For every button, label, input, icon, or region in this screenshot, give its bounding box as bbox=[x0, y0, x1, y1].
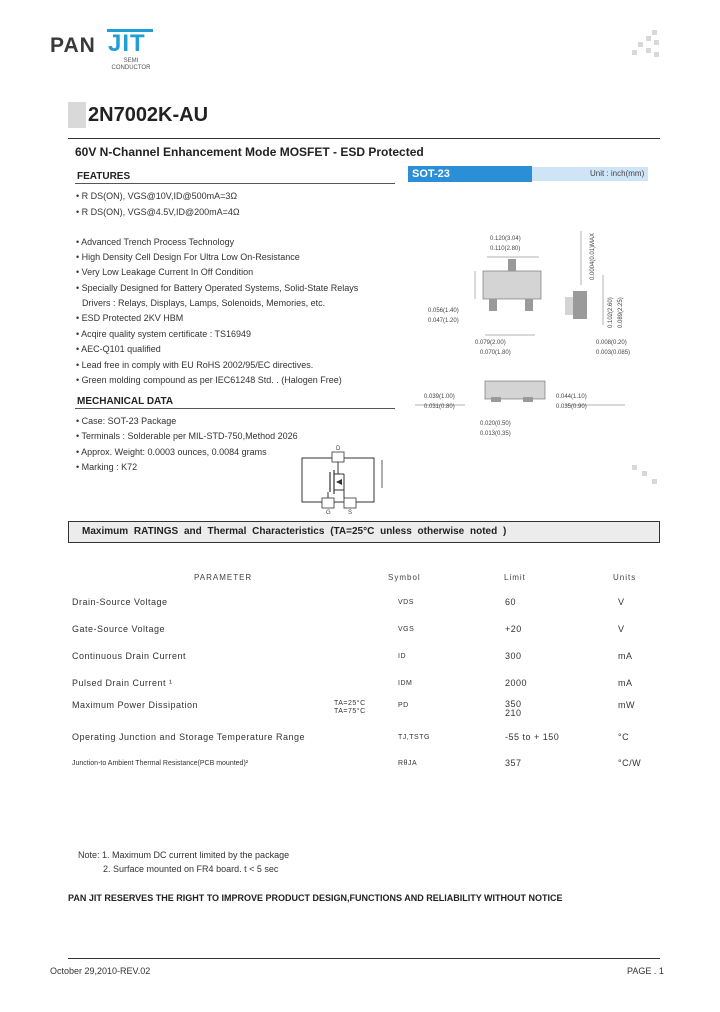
feature-rds-1: • R DS(ON), VGS@10V,ID@500mA=3Ω bbox=[76, 191, 238, 201]
feature-item-text: Lead free in comply with EU RoHS 2002/95/EC directives. bbox=[81, 360, 314, 370]
feature-item-text: High Density Cell Design For Ultra Low On-Resistance bbox=[81, 252, 300, 262]
row-condition: TA=25°C TA=75°C bbox=[334, 700, 366, 715]
feature-rds-2: • R DS(ON), VGS@4.5V,ID@200mA=4Ω bbox=[76, 207, 240, 217]
row-parameter: Junction-to Ambient Thermal Resistance(PCB mounted)² bbox=[72, 760, 249, 767]
dim-label: 0.008(0.20) bbox=[596, 340, 627, 346]
ratings-row bbox=[0, 624, 720, 644]
ratings-row bbox=[0, 678, 720, 698]
feature-item: • Very Low Leakage Current In Off Condition bbox=[76, 267, 254, 277]
ratings-row bbox=[0, 758, 720, 778]
row-symbol: VGS bbox=[398, 626, 415, 633]
ratings-title: Maximum RATINGS and Thermal Characteristics (TA=25°C unless otherwise noted ) bbox=[82, 526, 507, 537]
title-rule bbox=[68, 138, 660, 139]
row-parameter: Pulsed Drain Current ¹ bbox=[72, 678, 173, 688]
feature-item: • Green molding compound as per IEC61248 Std. . (Halogen Free) bbox=[76, 375, 342, 385]
row-symbol: TJ,TSTG bbox=[398, 734, 430, 741]
row-symbol: VDS bbox=[398, 599, 414, 606]
col-header-parameter: PARAMETER bbox=[194, 573, 253, 582]
row-units: °C/W bbox=[618, 758, 642, 768]
row-symbol: PD bbox=[398, 702, 409, 709]
feature-item: • Lead free in comply with EU RoHS 2002/95/EC directives. bbox=[76, 360, 314, 370]
feature-item: • High Density Cell Design For Ultra Low On-Resistance bbox=[76, 252, 300, 262]
logo-sub-line2: CONDUCTOR bbox=[111, 65, 151, 71]
mechanical-item-text: Approx. Weight: 0.0003 ounces, 0.0084 grams bbox=[81, 447, 267, 457]
mechanical-item-text: Case: SOT-23 Package bbox=[81, 416, 177, 426]
row-units: V bbox=[618, 624, 625, 634]
feature-rds-1-text: R DS(ON), VGS@10V,ID@500mA=3Ω bbox=[81, 191, 238, 201]
row-limit: 60 bbox=[505, 597, 517, 607]
logo-subtitle bbox=[106, 58, 156, 72]
dim-label: 0.056(1.40) bbox=[428, 308, 459, 314]
feature-item-text: Acqire quality system certificate : TS16949 bbox=[81, 329, 252, 339]
row-parameter: Gate-Source Voltage bbox=[72, 624, 166, 634]
feature-item-continued bbox=[82, 298, 325, 308]
ratings-row bbox=[0, 597, 720, 617]
package-label: SOT-23 bbox=[408, 166, 532, 182]
feature-item-text: Specially Designed for Battery Operated Systems, Solid-State Relays bbox=[81, 283, 359, 293]
ratings-row bbox=[0, 732, 720, 752]
row-limit: -55 to + 150 bbox=[505, 732, 560, 742]
mechanical-item-text: Terminals : Solderable per MIL-STD-750,Method 2026 bbox=[81, 431, 298, 441]
mechanical-item: • Approx. Weight: 0.0003 ounces, 0.0084 grams bbox=[76, 447, 267, 457]
features-rule bbox=[75, 183, 395, 184]
features-heading: FEATURES bbox=[77, 171, 131, 182]
row-parameter: Continuous Drain Current bbox=[72, 651, 187, 661]
dim-label: 0.013(0.35) bbox=[480, 431, 511, 437]
logo-sub-line1: SEMI bbox=[123, 58, 139, 64]
dim-label: 0.110(2.80) bbox=[490, 246, 521, 252]
logo-jit-text: JIT bbox=[108, 30, 146, 57]
row-limit: 2000 bbox=[505, 678, 528, 688]
mechanical-heading: MECHANICAL DATA bbox=[77, 396, 174, 407]
ratings-row bbox=[0, 700, 720, 720]
ratings-row bbox=[0, 651, 720, 671]
col-header-symbol: Symbol bbox=[388, 573, 421, 582]
row-units: °C bbox=[618, 732, 630, 742]
row-symbol: RθJA bbox=[398, 760, 418, 767]
col-header-limit: Limit bbox=[504, 573, 526, 582]
dim-label: 0.031(0.80) bbox=[424, 404, 455, 410]
note-2: 2. Surface mounted on FR4 board. t < 5 sec bbox=[103, 864, 279, 874]
row-limit: 300 bbox=[505, 651, 522, 661]
row-symbol: IDM bbox=[398, 680, 413, 687]
footer-date: October 29,2010-REV.02 bbox=[50, 966, 151, 976]
row-limit: 350 210 bbox=[505, 699, 522, 718]
feature-item-text: Green molding compound as per IEC61248 Std. . (Halogen Free) bbox=[81, 375, 342, 385]
feature-item: • AEC-Q101 qualified bbox=[76, 344, 161, 354]
feature-item-text: Advanced Trench Process Technology bbox=[81, 237, 235, 247]
dim-label-vertical: 0.0004(0.01)MAX bbox=[590, 232, 596, 280]
feature-rds-2-text: R DS(ON), VGS@4.5V,ID@200mA=4Ω bbox=[81, 207, 240, 217]
package-unit: Unit : inch(mm) bbox=[590, 169, 645, 178]
reserve-statement: PAN JIT RESERVES THE RIGHT TO IMPROVE PRODUCT DESIGN,FUNCTIONS AND RELIABILITY WITHOUT NOTICE bbox=[68, 893, 563, 903]
col-header-units: Units bbox=[613, 573, 637, 582]
feature-item: • ESD Protected 2KV HBM bbox=[76, 313, 184, 323]
row-limit: 357 bbox=[505, 758, 522, 768]
row-parameter: Drain-Source Voltage bbox=[72, 597, 168, 607]
row-symbol: ID bbox=[398, 653, 406, 660]
row-units: mW bbox=[618, 700, 635, 710]
dim-label: 0.003(0.085) bbox=[596, 350, 631, 356]
mechanical-item: • Case: SOT-23 Package bbox=[76, 416, 177, 426]
title-accent-box bbox=[68, 102, 86, 128]
dim-label: 0.044(1.10) bbox=[556, 394, 587, 400]
feature-item-text: Very Low Leakage Current In Off Condition bbox=[81, 267, 254, 277]
logo-pan-text: PAN bbox=[50, 34, 96, 57]
footer-page: PAGE . 1 bbox=[627, 966, 664, 976]
row-units: mA bbox=[618, 651, 633, 661]
feature-item: • Acqire quality system certificate : TS16949 bbox=[76, 329, 252, 339]
mechanical-rule bbox=[75, 408, 395, 409]
pin-label-source: S bbox=[348, 510, 353, 516]
feature-item-text: Drivers : Relays, Displays, Lamps, Solenoids, Memories, etc. bbox=[82, 298, 326, 308]
row-units: V bbox=[618, 597, 625, 607]
corner-dots-decoration bbox=[630, 30, 660, 60]
feature-item-text: AEC-Q101 qualified bbox=[81, 344, 161, 354]
row-limit: +20 bbox=[505, 624, 522, 634]
mechanical-item-text: Marking : K72 bbox=[81, 462, 138, 472]
mechanical-item: • Terminals : Solderable per MIL-STD-750,Method 2026 bbox=[76, 431, 298, 441]
mechanical-item: • Marking : K72 bbox=[76, 462, 138, 472]
bottom-dots-decoration bbox=[632, 465, 662, 495]
dim-label: 0.020(0.50) bbox=[480, 421, 511, 427]
dim-label: 0.035(0.90) bbox=[556, 404, 587, 410]
mosfet-symbol-diagram bbox=[300, 444, 400, 514]
pin-label-gate: G bbox=[326, 510, 331, 516]
dim-label: 0.120(3.04) bbox=[490, 236, 521, 242]
dim-label: 0.070(1.80) bbox=[480, 350, 511, 356]
footer-rule bbox=[68, 958, 660, 959]
feature-item: • Specially Designed for Battery Operated Systems, Solid-State Relays bbox=[76, 283, 359, 293]
note-1: Note: 1. Maximum DC current limited by the package bbox=[78, 850, 290, 860]
row-parameter: Operating Junction and Storage Temperature Range bbox=[72, 732, 305, 742]
pin-label-drain: D bbox=[336, 446, 341, 452]
dim-label: 0.047(1.20) bbox=[428, 318, 459, 324]
dim-label-vertical: 0.089(2.25) bbox=[618, 297, 624, 328]
row-parameter: Maximum Power Dissipation bbox=[72, 700, 199, 710]
subtitle: 60V N-Channel Enhancement Mode MOSFET - ESD Protected bbox=[75, 145, 424, 159]
part-number: 2N7002K-AU bbox=[88, 104, 209, 126]
feature-item-text: ESD Protected 2KV HBM bbox=[81, 313, 184, 323]
feature-item: • Advanced Trench Process Technology bbox=[76, 237, 235, 247]
row-units: mA bbox=[618, 678, 633, 688]
dim-label: 0.079(2.00) bbox=[475, 340, 506, 346]
dim-label: 0.039(1.00) bbox=[424, 394, 455, 400]
dim-label-vertical: 0.102(2.60) bbox=[608, 297, 614, 328]
